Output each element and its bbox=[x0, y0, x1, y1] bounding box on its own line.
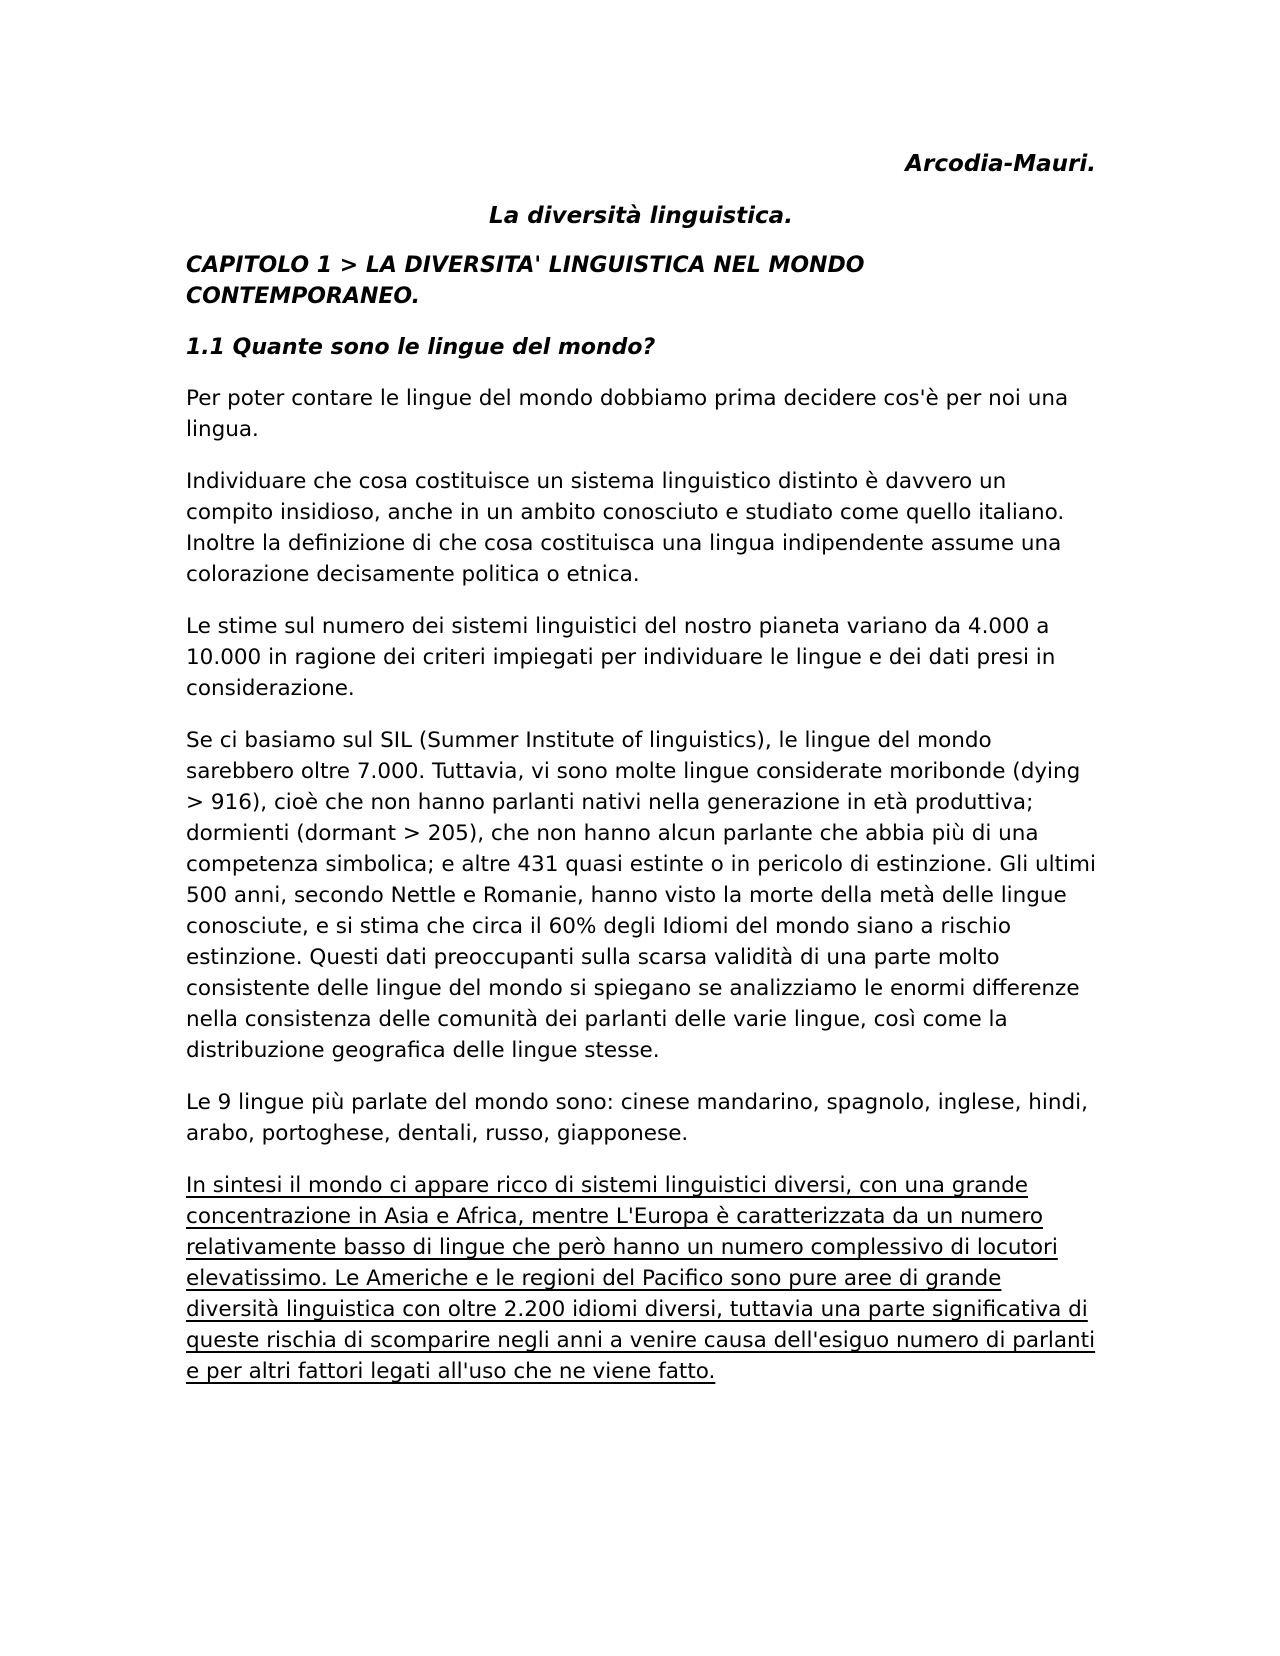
section-heading: 1.1 Quante sono le lingue del mondo? bbox=[186, 335, 656, 360]
chapter-heading: CAPITOLO 1 > LA DIVERSITA' LINGUISTICA NEL MONDO CONTEMPORANEO. bbox=[186, 253, 865, 309]
paragraph-summary: In sintesi il mondo ci appare ricco di sistemi linguistici diversi, con una grande concentrazione in Asia e Africa, mentre L'Europa è caratterizzata da un numero relativamente basso di lingue che però hanno un numero complessivo di locutori elevatissimo. Le Americhe e le regioni del Pacifico sono pure aree di grande diversità linguistica con oltre 2.200 idiomi diversi, tuttavia una parte significativa di queste rischia di scomparire negli anni a venire causa dell'esiguo numero di parlanti e per altri fattori legati all'uso che ne viene fatto. bbox=[186, 1173, 1096, 1384]
paragraph-language-system: Individuare che cosa costituisce un sistema linguistico distinto è davvero un compito insidioso, anche in un ambito conosciuto e studiato come quello italiano. Inoltre la definizione di che cosa costituisca una lingua indipendente assume una colorazione decisamente politica o etnica. bbox=[186, 469, 1065, 587]
paragraph-sil: Se ci basiamo sul SIL (Summer Institute of linguistics), le lingue del mondo sarebbero oltre 7.000. Tuttavia, vi sono molte lingue considerate moribonde (dying > 916), cioè che non hanno parlanti nativi nella generazione in età produttiva; dormienti (dormant > 205), che non hanno alcun parlante che abbia più di una competenza simbolica; e altre 431 quasi estinte o in pericolo di estinzione. Gli ultimi 500 anni, secondo Nettle e Romanie, hanno visto la morte della metà delle lingue conosciute, e si stima che circa il 60% degli Idiomi del mondo siano a rischio estinzione. Questi dati preoccupanti sulla scarsa validità di una parte molto consistente delle lingue del mondo si spiegano se analizziamo le enormi differenze nella consistenza delle comunità dei parlanti delle varie lingue, così come la distribuzione geografica delle lingue stesse. bbox=[186, 728, 1096, 1063]
paragraph-definition: Per poter contare le lingue del mondo dobbiamo prima decidere cos'è per noi una lingua. bbox=[186, 386, 1069, 442]
author-name: Arcodia-Mauri. bbox=[905, 151, 1096, 177]
document-page bbox=[186, 148, 1096, 1408]
paragraph-top-languages: Le 9 lingue più parlate del mondo sono: cinese mandarino, spagnolo, inglese, hindi, arabo, portoghese, dentali, russo, giapponese. bbox=[186, 1090, 1088, 1146]
document-title: La diversità linguistica. bbox=[489, 203, 793, 229]
paragraph-estimates: Le stime sul numero dei sistemi linguistici del nostro pianeta variano da 4.000 a 10.000 in ragione dei criteri impiegati per individuare le lingue e dei dati presi in considerazione. bbox=[186, 614, 1056, 701]
